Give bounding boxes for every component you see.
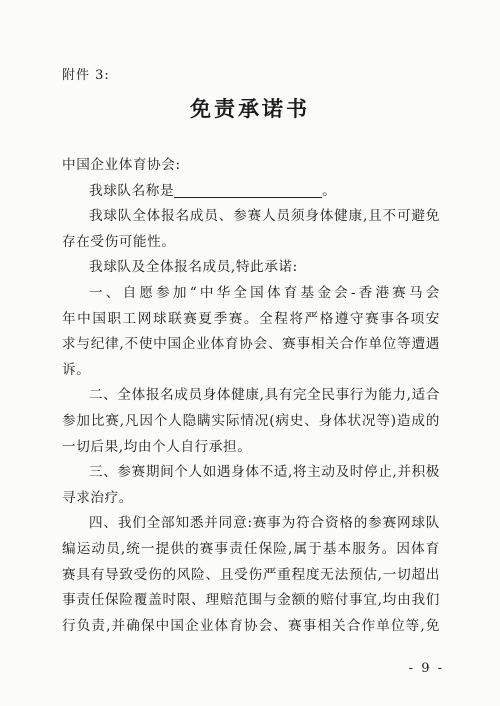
body-line-6: 求与纪律,不使中国企业体育协会、赛事相关合作单位等遭遇 xyxy=(62,336,440,353)
body-line-2: 存在受伤可能性。 xyxy=(62,233,176,250)
team-name-label: 我球队名称是 xyxy=(89,182,175,199)
body-line-11: 三、参赛期间个人如遇身体不适,将主动及时停止,并积极 xyxy=(89,464,440,481)
body-line-13: 四、我们全部知悉并同意:赛事为符合资格的参赛网球队 xyxy=(89,515,440,532)
body-line-1: 我球队全体报名成员、参赛人员须身体健康,且不可避免 xyxy=(89,208,440,225)
addressee: 中国企业体育协会: xyxy=(62,157,181,173)
attachment-label: 附件 3: xyxy=(62,68,110,83)
body-line-10: 一切后果,均由个人自行承担。 xyxy=(62,438,252,455)
body-line-12: 寻求治疗。 xyxy=(62,489,133,506)
body-line-3: 我球队及全体报名成员,特此承诺: xyxy=(89,259,298,276)
page-title: 免责承诺书 xyxy=(190,97,310,121)
body-line-5: 年中国职工网球联赛夏季赛。全程将严格遵守赛事各项安 xyxy=(62,310,440,327)
team-name-blank xyxy=(174,181,322,198)
body-line-4: 一、自愿参加“中华全国体育基金会-香港赛马会 xyxy=(89,284,440,301)
team-name-suffix: 。 xyxy=(322,182,337,199)
body-line-8: 二、全体报名成员身体健康,具有完全民事行为能力,适合 xyxy=(89,387,440,404)
body-line-16: 事责任保险覆盖时限、理赔范围与金额的赔付事宜,均由我们 xyxy=(62,592,440,609)
body-line-7: 诉。 xyxy=(62,361,91,378)
body-line-17: 行负责,并确保中国企业体育协会、赛事相关合作单位等,免 xyxy=(62,617,440,634)
page-number: - 9 - xyxy=(408,661,444,676)
body-line-15: 赛具有导致受伤的风险、且受伤严重程度无法预估,一切超出 xyxy=(62,566,440,583)
document-body xyxy=(62,153,440,639)
body-line-14: 编运动员,统一提供的赛事责任保险,属于基本服务。因体育 xyxy=(62,540,440,557)
body-line-9: 参加比赛,凡因个人隐瞒实际情况(病史、身体状况等)造成的 xyxy=(62,412,440,429)
team-name-line xyxy=(62,179,440,205)
